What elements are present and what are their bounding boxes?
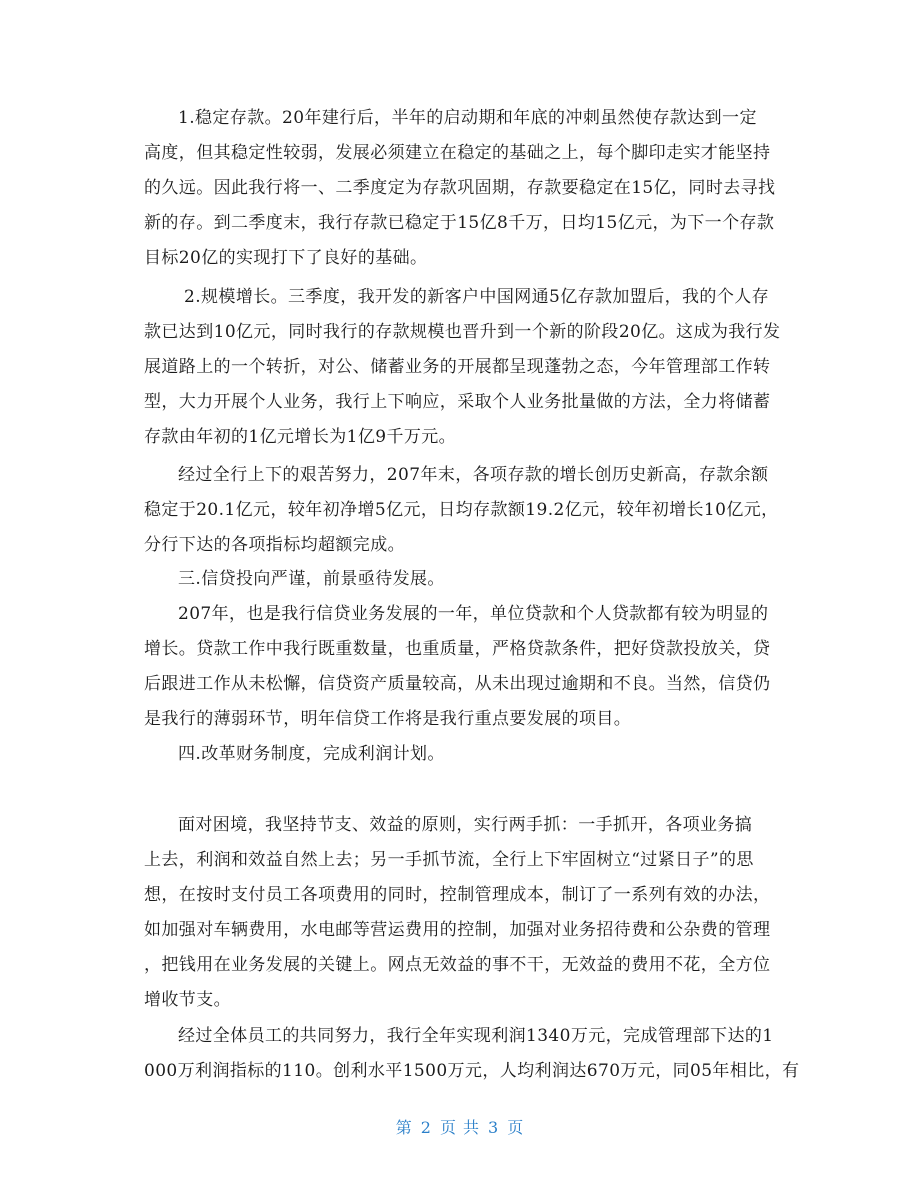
- text-line: 款已达到10亿元，同时我行的存款规模也晋升到一个新的阶段20亿。这成为我行发: [144, 322, 781, 342]
- text-line: ，把钱用在业务发展的关键上。网点无效益的事不干，无效益的费用不花，全方位: [144, 955, 771, 975]
- text-line: 存款由年初的1亿元增长为1亿9千万元。: [144, 427, 457, 447]
- text-line: 2.规模增长。三季度，我开发的新客户中国网通5亿存款加盟后，我的个人存: [184, 287, 770, 307]
- total-pages: 3: [488, 1118, 500, 1137]
- text-line: 经过全行上下的艰苦努力，207年末，各项存款的增长创历史新高，存款余额: [178, 465, 769, 485]
- text-line: 想，在按时支付员工各项费用的同时，控制管理成本，制订了一系列有效的办法，: [144, 885, 771, 905]
- text-line: 207年，也是我行信贷业务发展的一年，单位贷款和个人贷款都有较为明显的: [178, 604, 769, 624]
- footer-suffix: 页: [507, 1118, 525, 1137]
- section-heading: 四.改革财务制度，完成利润计划。: [178, 744, 445, 764]
- text-line: 增收节支。: [144, 990, 231, 1010]
- text-line: 后跟进工作从未松懈，信贷资产质量较高，从未出现过逾期和不良。当然，信贷仍: [144, 674, 771, 694]
- text-line: 型，大力开展个人业务，我行上下响应，采取个人业务批量做的方法，全力将储蓄: [144, 392, 771, 412]
- text-line: 如加强对车辆费用，水电邮等营运费用的控制，加强对业务招待费和公杂费的管理: [144, 920, 771, 940]
- footer-prefix: 第: [395, 1118, 413, 1137]
- text-line: 分行下达的各项指标均超额完成。: [144, 535, 405, 555]
- text-line: 是我行的薄弱环节，明年信贷工作将是我行重点要发展的项目。: [144, 709, 632, 729]
- footer-middle: 页 共: [439, 1118, 481, 1137]
- text-line: 的久远。因此我行将一、二季度定为存款巩固期，存款要稳定在15亿，同时去寻找: [144, 178, 776, 198]
- text-line: 上去，利润和效益自然上去；另一手抓节流，全行上下牢固树立“过紧日子”的思: [144, 850, 754, 870]
- text-line: 增长。贷款工作中我行既重数量，也重质量，严格贷款条件，把好贷款投放关，贷: [144, 639, 771, 659]
- text-line: 展道路上的一个转折，对公、储蓄业务的开展都呈现蓬勃之态，今年管理部工作转: [144, 357, 771, 377]
- text-line: 面对困境，我坚持节支、效益的原则，实行两手抓：一手抓开，各项业务搞: [178, 815, 753, 835]
- text-line: 目标20亿的实现打下了良好的基础。: [144, 248, 428, 268]
- text-line: 1.稳定存款。20年建行后，半年的启动期和年底的冲刺虽然使存款达到一定: [178, 108, 757, 128]
- section-heading: 三.信贷投向严谨，前景亟待发展。: [178, 569, 445, 589]
- text-line: 经过全体员工的共同努力，我行全年实现利润1340万元，完成管理部下达的1: [178, 1026, 774, 1046]
- text-line: 000万利润指标的110。创利水平1500万元，人均利润达670万元，同05年相比，有: [144, 1061, 800, 1081]
- text-line: 稳定于20.1亿元，较年初净增5亿元，日均存款额19.2亿元，较年初增长10亿元，: [144, 500, 779, 520]
- page-footer: [0, 1115, 920, 1138]
- page-number: 2: [420, 1118, 432, 1137]
- text-line: 高度，但其稳定性较弱，发展必须建立在稳定的基础之上，每个脚印走实才能坚持: [144, 143, 771, 163]
- text-line: 新的存。到二季度末，我行存款已稳定于15亿8千万，日均15亿元，为下一个存款: [144, 213, 775, 233]
